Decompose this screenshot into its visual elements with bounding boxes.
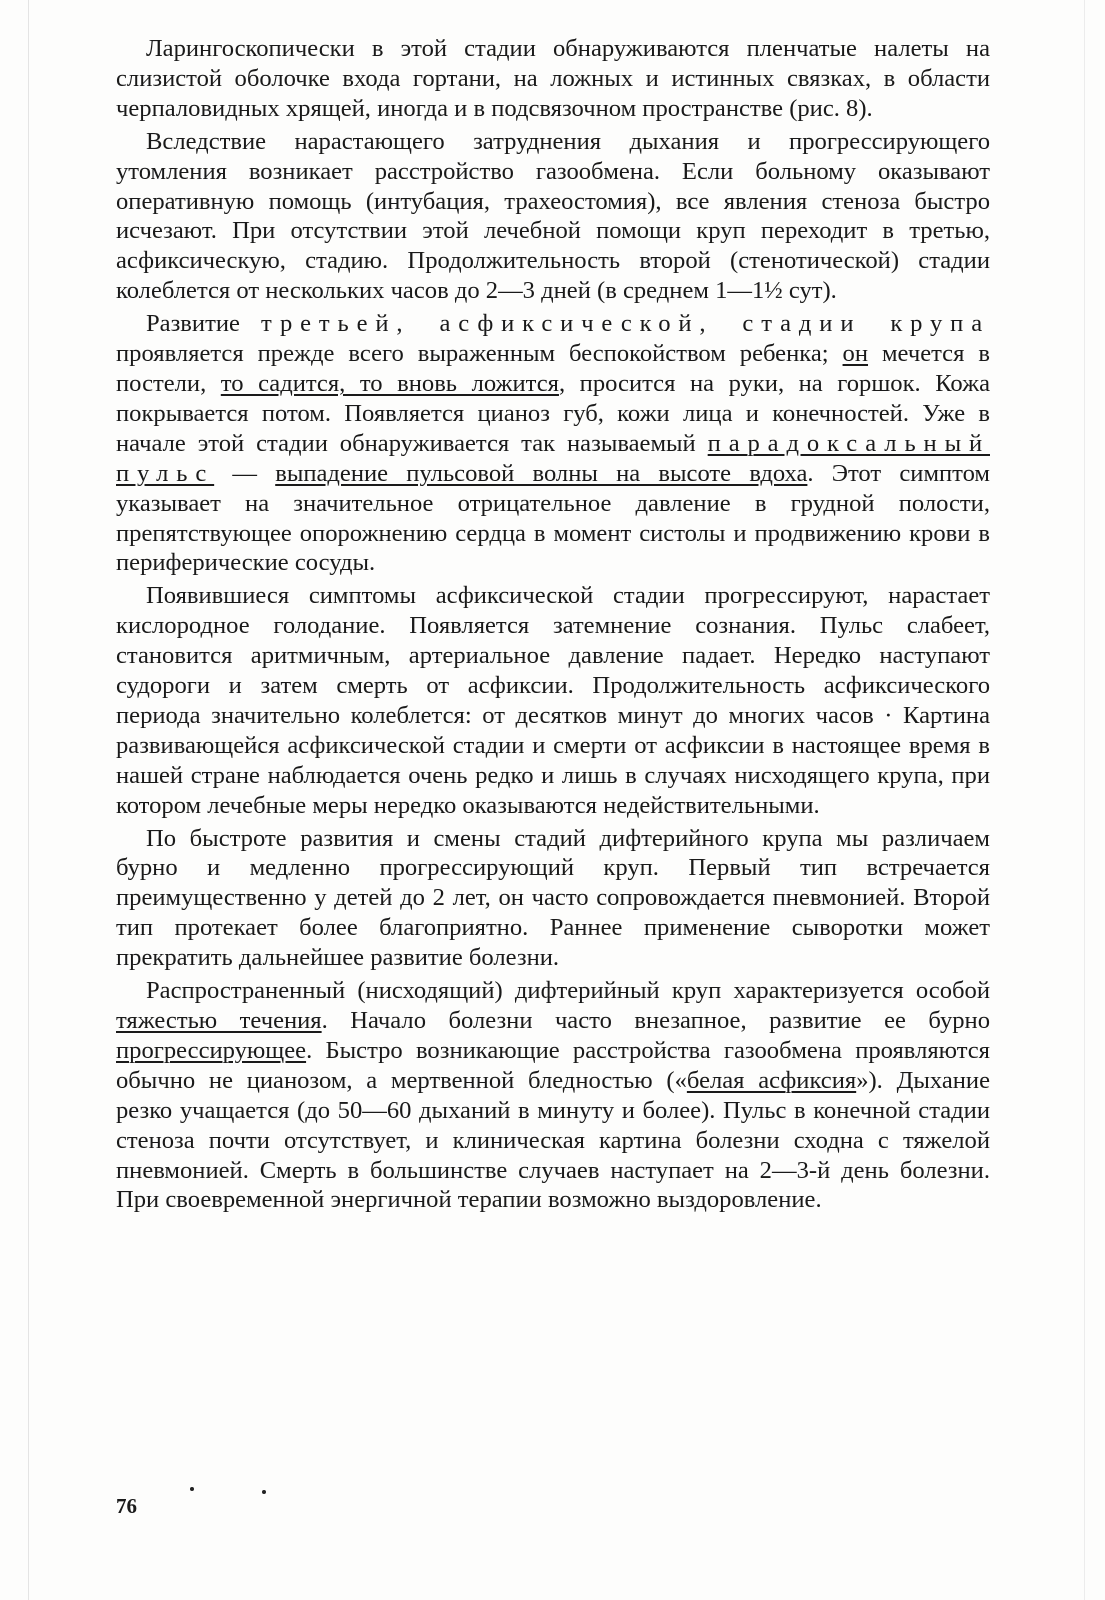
page-edge-right xyxy=(1084,0,1085,1600)
paragraph-5: По быстроте развития и смены стадий дифтерийного крупа мы различаем бурно и медленно прогрессирующий круп. Первый тип встречается преимущественно у детей до 2 лет, он часто сопровождается пневмонией. Второй тип протекает более благоприятно. Раннее применение сыворотки может прекратить дальнейшее развитие болезни. xyxy=(116,824,990,972)
paragraph-6: Распространенный (нисходящий) дифтерийный круп характеризуется особой тяжестью течения. Начало болезни часто внезапное, развитие ее бурно прогрессирующее. Быстро возникающие расстройства газообмена проявляются обычно не цианозом, а мертвенной бледностью («белая асфиксия»). Дыхание резко учащается (до 50—60 дыханий в минуту и более). Пульс в конечной стадии стеноза почти отсутствует, и клиническая картина болезни сходна с тяжелой пневмонией. Смерть в большинстве случаев наступает на 2—3-й день болезни. При своевременной энергичной терапии возможно выздоровление. xyxy=(116,977,990,1214)
paragraph-3: Развитие третьей, асфиксической, стадии крупа проявляется прежде всего выраженным беспокойством ребенка; он мечется в постели, то садится, то вновь ложится, просится на руки, на горшок. Кожа покрывается потом. Появляется цианоз губ, кожи лица и конечностей. Уже в начале этой стадии обнаруживается так называемый парадоксальный пульс — выпадение пульсовой волны на высоте вдоха. Этот симптом указывает на значительное отрицательное давление в грудной полости, препятствующее опорожнению сердца в момент систолы и продвижению крови в периферические сосуды. xyxy=(116,310,990,577)
pen-underline: тяжестью течения xyxy=(116,1007,322,1034)
ink-speck xyxy=(190,1487,194,1491)
pen-underline: он xyxy=(842,340,869,368)
pen-underline: прогрессирующее xyxy=(116,1036,307,1064)
ink-speck xyxy=(262,1490,266,1494)
paragraph-1: Ларингоскопически в этой стадии обнаруживаются пленчатые налеты на слизистой оболочке входа гортани, на ложных и истинных связках, в области черпаловидных хрящей, иногда и в подсвязочном пространстве (рис. 8). xyxy=(116,35,990,122)
page-number: 76 xyxy=(116,1494,137,1518)
spaced-term-paradoxical-pulse: парадоксальный пульс xyxy=(116,429,990,487)
paragraph-2: Вследствие нарастающего затруднения дыхания и прогрессирующего утомления возникает расстройство газообмена. Если больному оказывают оперативную помощь (интубация, трахеостомия), все явления стеноза быстро исчезают. При отсутствии этой лечебной помощи круп переходит в третью, асфиксическую, стадию. Продолжительность второй (стенотической) стадии колеблется от нескольких часов до 2—3 дней (в среднем 1—1½ сут). xyxy=(116,127,990,305)
body-text xyxy=(116,34,990,1218)
pen-underline: выпадение пульсовой волны на высоте вдоха xyxy=(275,459,808,487)
page-edge-left xyxy=(28,0,29,1600)
pen-underline: белая асфиксия xyxy=(686,1066,857,1094)
pen-underline: то садится, то вновь ложится xyxy=(220,369,559,397)
paragraph-4: Появившиеся симптомы асфиксической стадии прогрессируют, нарастает кислородное голодание. Появляется затемнение сознания. Пульс слабеет, становится аритмичным, артериальное давление падает. Нередко наступают судороги и затем смерть от асфиксии. Продолжительность асфиксического периода значительно колеблется: от десятков минут до многих часов · Картина развивающейся асфиксической стадии и смерти от асфиксии в настоящее время в нашей стране наблюдается очень редко и лишь в случаях нисходящего крупа, при котором лечебные меры нередко оказываются недействительными. xyxy=(116,582,990,819)
spaced-term-third-stage: третьей, асфиксической, стадии крупа xyxy=(261,310,990,338)
